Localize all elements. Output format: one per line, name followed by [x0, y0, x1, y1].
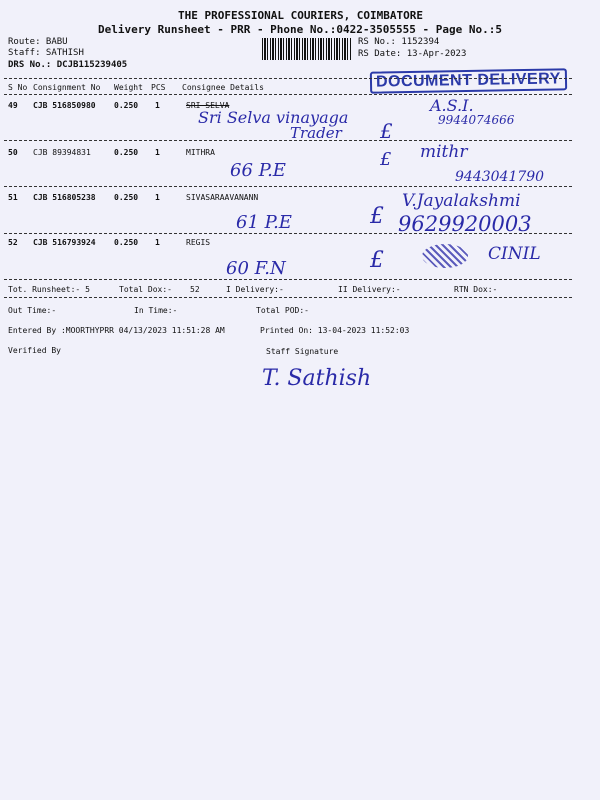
row-consignee: REGIS: [186, 238, 211, 247]
entered-by: Entered By :MOORTHYPRR 04/13/2023 11:51:28 AM: [8, 326, 225, 335]
printed-on: Printed On: 13-04-2023 11:52:03: [260, 326, 410, 335]
row-sno: 52: [8, 238, 18, 247]
divider: [4, 297, 572, 298]
divider: [4, 78, 572, 79]
divider: [4, 279, 572, 280]
row-consignee: SRI SELVA: [186, 101, 230, 110]
barcode: [262, 38, 352, 60]
handwritten-mark: £: [380, 119, 393, 143]
handwritten-code: 61 P.E: [236, 212, 292, 233]
staff-signature: T. Sathish: [262, 366, 372, 391]
row-weight: 0.250: [114, 238, 139, 247]
row-sno: 49: [8, 101, 18, 110]
handwritten-name-2: Trader: [290, 124, 342, 142]
row-pcs: 1: [155, 238, 160, 247]
col-consignee: Consignee Details: [182, 83, 264, 92]
handwritten-signature: mithr: [420, 142, 468, 162]
col-consignment: Consignment No: [33, 83, 101, 92]
total-dox-label: Total Dox:-: [119, 285, 172, 294]
total-dox-value: 52: [190, 285, 200, 294]
handwritten-code: 60 F.N: [226, 258, 286, 279]
rs-date: RS Date: 13-Apr-2023: [358, 49, 467, 59]
i-delivery: I Delivery:-: [226, 285, 284, 294]
ii-delivery: II Delivery:-: [338, 285, 401, 294]
row-consignment-no: CJB 516850980: [33, 101, 96, 110]
handwritten-name: V.Jayalakshmi: [402, 191, 521, 211]
handwritten-phone: 9629920003: [398, 212, 532, 236]
row-sno: 50: [8, 148, 18, 157]
col-sno: S No: [8, 83, 28, 92]
document-delivery-stamp: DOCUMENT DELIVERY: [370, 68, 567, 93]
row-weight: 0.250: [114, 101, 139, 110]
row-weight: 0.250: [114, 193, 139, 202]
row-pcs: 1: [155, 193, 160, 202]
row-consignment-no: CJB 89394831: [33, 148, 91, 157]
handwritten-phone: 9443041790: [455, 169, 545, 185]
handwritten-name: Sri Selva vinayaga: [198, 108, 349, 127]
row-pcs: 1: [155, 148, 160, 157]
handwritten-phone: 9944074666: [438, 113, 515, 127]
route-label: Route: BABU: [8, 37, 68, 47]
row-pcs: 1: [155, 101, 160, 110]
divider: [4, 94, 572, 95]
row-consignee: MITHRA: [186, 148, 215, 157]
company-title: THE PROFESSIONAL COURIERS, COIMBATORE: [178, 9, 424, 22]
handwritten-mark: £: [370, 204, 384, 229]
scribble-mark: [422, 244, 468, 268]
divider: [4, 233, 572, 234]
row-consignment-no: CJB 516805238: [33, 193, 96, 202]
total-runsheet: Tot. Runsheet:- 5: [8, 285, 90, 294]
row-weight: 0.250: [114, 148, 139, 157]
col-pcs: PCS: [151, 83, 166, 92]
handwritten-signature: A.S.I.: [430, 96, 474, 115]
handwritten-mark: £: [380, 149, 392, 170]
divider: [4, 186, 572, 187]
handwritten-signature: CINIL: [488, 244, 541, 264]
row-sno: 51: [8, 193, 18, 202]
handwritten-mark: £: [370, 248, 384, 273]
total-pod: Total POD:-: [256, 306, 309, 315]
rtn-dox: RTN Dox:-: [454, 285, 498, 294]
staff-signature-label: Staff Signature: [266, 347, 339, 356]
row-consignment-no: CJB 516793924: [33, 238, 96, 247]
out-time: Out Time:-: [8, 306, 57, 315]
drs-number: DRS No.: DCJB115239405: [8, 60, 128, 70]
rs-number: RS No.: 1152394: [358, 37, 440, 47]
divider: [4, 140, 572, 141]
staff-label: Staff: SATHISH: [8, 48, 84, 58]
verified-by: Verified By: [8, 346, 61, 355]
in-time: In Time:-: [134, 306, 178, 315]
row-consignee: SIVASARAAVANANN: [186, 193, 259, 202]
handwritten-code: 66 P.E: [230, 160, 286, 181]
runsheet-subtitle: Delivery Runsheet - PRR - Phone No.:0422-3505555 - Page No.:5: [98, 23, 502, 36]
col-weight: Weight: [114, 83, 143, 92]
